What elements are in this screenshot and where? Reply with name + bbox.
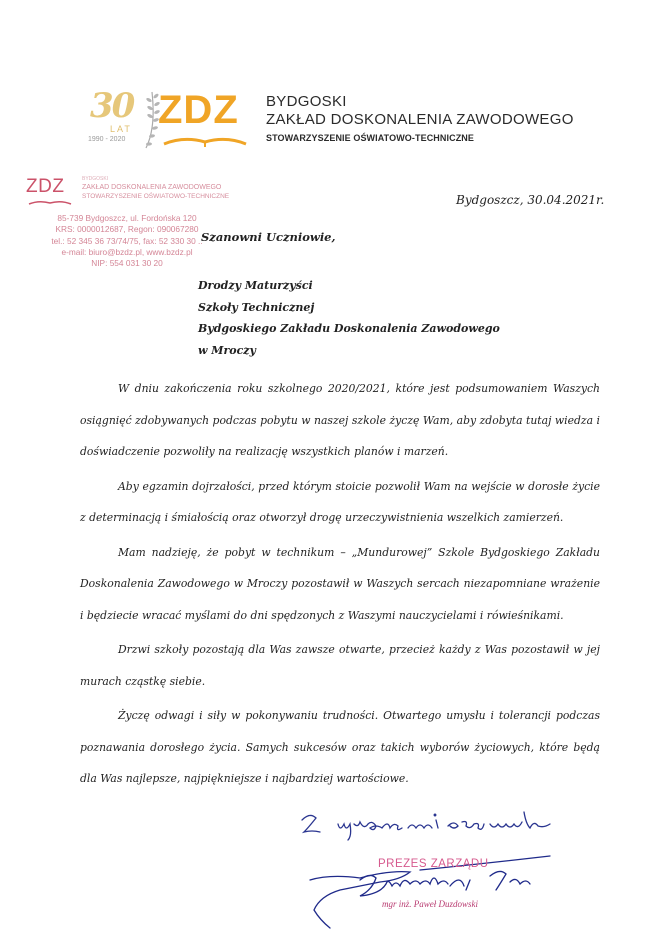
stamp-line1: BYDGOSKI [82, 176, 109, 182]
addressee-line: Szkoły Technicznej [198, 300, 315, 314]
stamp-info [32, 213, 222, 269]
zdz-logo [158, 88, 239, 132]
paragraph: Aby egzamin dojrzałości, przed którym stoicie pozwolił Wam na wejście w dorosłe życie z determinacją i śmiałością oraz otworzył drogę urzeczywistnienia wszelkich zamierzeń. [80, 479, 600, 524]
signature-title-stamp: PREZES ZARZĄDU [378, 858, 489, 870]
anniversary-number: 30 [90, 86, 134, 126]
addressee-line: w Mroczy [198, 343, 256, 357]
open-book-icon [162, 134, 248, 148]
place-date: Bydgoszcz, 30.04.2021r. [456, 193, 605, 207]
stamp-krs: KRS: 0000012687, Regon: 090067280 [55, 224, 199, 235]
paragraph: W dniu zakończenia roku szkolnego 2020/2021, które jest podsumowaniem Waszych osiągnięć zdobywanych podczas pobytu w naszej szkole życzę Wam, aby zdobyta tutaj wiedza i doświadczenie pozwoliły na realizację wszystkich planów i marzeń. [80, 382, 600, 458]
stamp-tel: tel.: 52 345 36 73/74/75, fax: 52 330 30 .. [51, 235, 203, 246]
org-name-line1: BYDGOSKI [266, 93, 347, 110]
stamp-line2: ZAKŁAD DOSKONALENIA ZAWODOWEGO [82, 184, 222, 191]
zdz-logo-text: ZDZ [158, 88, 239, 132]
handwritten-closing [298, 806, 598, 842]
stamp-logo: ZDZ [26, 176, 65, 197]
greeting: Szanowni Uczniowie, [201, 230, 336, 244]
stamp-email: e-mail: biuro@bzdz.pl, www.bzdz.pl [61, 246, 193, 257]
signature-name-stamp: mgr inż. Paweł Duzdowski [382, 899, 479, 909]
org-subtitle: STOWARZYSZENIE OŚWIATOWO-TECHNICZNE [266, 133, 474, 143]
addressee-line: Bydgoskiego Zakładu Doskonalenia Zawodowego [198, 322, 500, 336]
stamp-address: 85-739 Bydgoszcz, ul. Fordońska 120 [57, 213, 197, 223]
paragraph: Życzę odwagi i siły w pokonywaniu trudności. Otwartego umysłu i tolerancji podczas poznawania dorosłego życia. Samych sukcesów oraz takich wyborów życiowych, które będą dla Was najlepsze, najpiękniejsze i najbardziej wartościowe. [80, 709, 600, 785]
addressee-line: Drodzy Maturzyści [198, 279, 313, 292]
addressee-block [198, 275, 500, 361]
letter-body [80, 373, 600, 795]
stamp-nip: NIP: 554 031 30 20 [91, 258, 163, 269]
paragraph: Drzwi szkoły pozostają dla Was zawsze otwarte, przecież każdy z Was pozostawił w jej murach cząstkę siebie. [80, 643, 600, 688]
stamp-book-icon [28, 200, 72, 206]
paragraph: Mam nadzieję, że pobyt w technikum – „Mundurowej” Szkole Bydgoskiego Zakładu Doskonalenia Zawodowego w Mroczy pozostawił w Waszych sercach niezapomniane wrażenie i będziecie wracać myślami do dni spędzonych z Waszymi nauczycielami i rówieśnikami. [80, 545, 600, 622]
org-name-line2: ZAKŁAD DOSKONALENIA ZAWODOWEGO [266, 111, 574, 128]
anniversary-label: LAT [110, 124, 132, 134]
anniversary-years: 1990 - 2020 [88, 136, 126, 143]
stamp-line3: STOWARZYSZENIE OŚWIATOWO-TECHNICZNE [82, 193, 230, 200]
